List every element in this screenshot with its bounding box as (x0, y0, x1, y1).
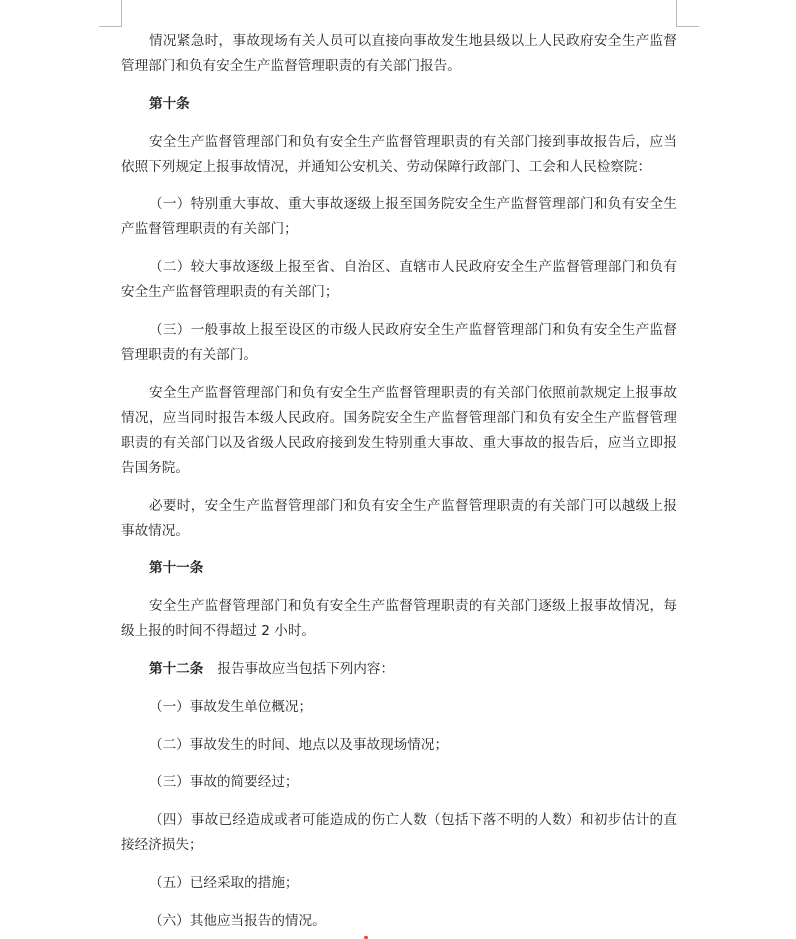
list-item: （六）其他应当报告的情况。 (149, 912, 326, 929)
document-body (121, 29, 677, 939)
page-corner-mark-right (676, 0, 699, 27)
article-heading: 第十一条 (149, 560, 204, 577)
paragraph (121, 657, 677, 682)
article-heading: 第十条 (149, 95, 190, 112)
list-item: （一）事故发生单位概况； (149, 698, 313, 715)
list-item: （三）事故的简要经过； (149, 774, 299, 791)
page-corner-mark-left (99, 0, 122, 27)
list-item: （五）已经采取的措施； (149, 874, 299, 891)
list-item: （二）事故发生的时间、地点以及事故现场情况； (149, 736, 449, 753)
paragraph: 安全生产监督管理部门和负有安全生产监督管理职责的有关部门依照前款规定上报事故情况，应当同时报告本级人民政府。国务院安全生产监督管理部门和负有安全生产监督管理职责的有关部门以及省级人民政府接到发生特别重大事故、重大事故的报告后，应当立即报告国务院。 (121, 384, 677, 476)
paragraph: 情况紧急时，事故现场有关人员可以直接向事故发生地县级以上人民政府安全生产监督管理部门和负有安全生产监督管理职责的有关部门报告。 (121, 33, 677, 74)
paragraph-text: 报告事故应当包括下列内容： (217, 660, 395, 677)
article-heading: 第十二条 (149, 660, 204, 677)
paragraph: 安全生产监督管理部门和负有安全生产监督管理职责的有关部门逐级上报事故情况，每级上报的时间不得超过 2 小时。 (121, 598, 677, 640)
paragraph: 安全生产监督管理部门和负有安全生产监督管理职责的有关部门接到事故报告后，应当依照下列规定上报事故情况，并通知公安机关、劳动保障行政部门、工会和人民检察院： (121, 133, 677, 175)
list-item: （三）一般事故上报至设区的市级人民政府安全生产监督管理部门和负有安全生产监督管理职责的有关部门。 (121, 321, 677, 363)
paragraph: 必要时，安全生产监督管理部门和负有安全生产监督管理职责的有关部门可以越级上报事故情况。 (121, 497, 677, 539)
list-item: （一）特别重大事故、重大事故逐级上报至国务院安全生产监督管理部门和负有安全生产监督管理职责的有关部门； (121, 196, 677, 238)
list-item: （四）事故已经造成或者可能造成的伤亡人数（包括下落不明的人数）和初步估计的直接经济损失； (121, 812, 677, 854)
list-item: （二）较大事故逐级上报至省、自治区、直辖市人民政府安全生产监督管理部门和负有安全生产监督管理职责的有关部门； (121, 259, 677, 301)
